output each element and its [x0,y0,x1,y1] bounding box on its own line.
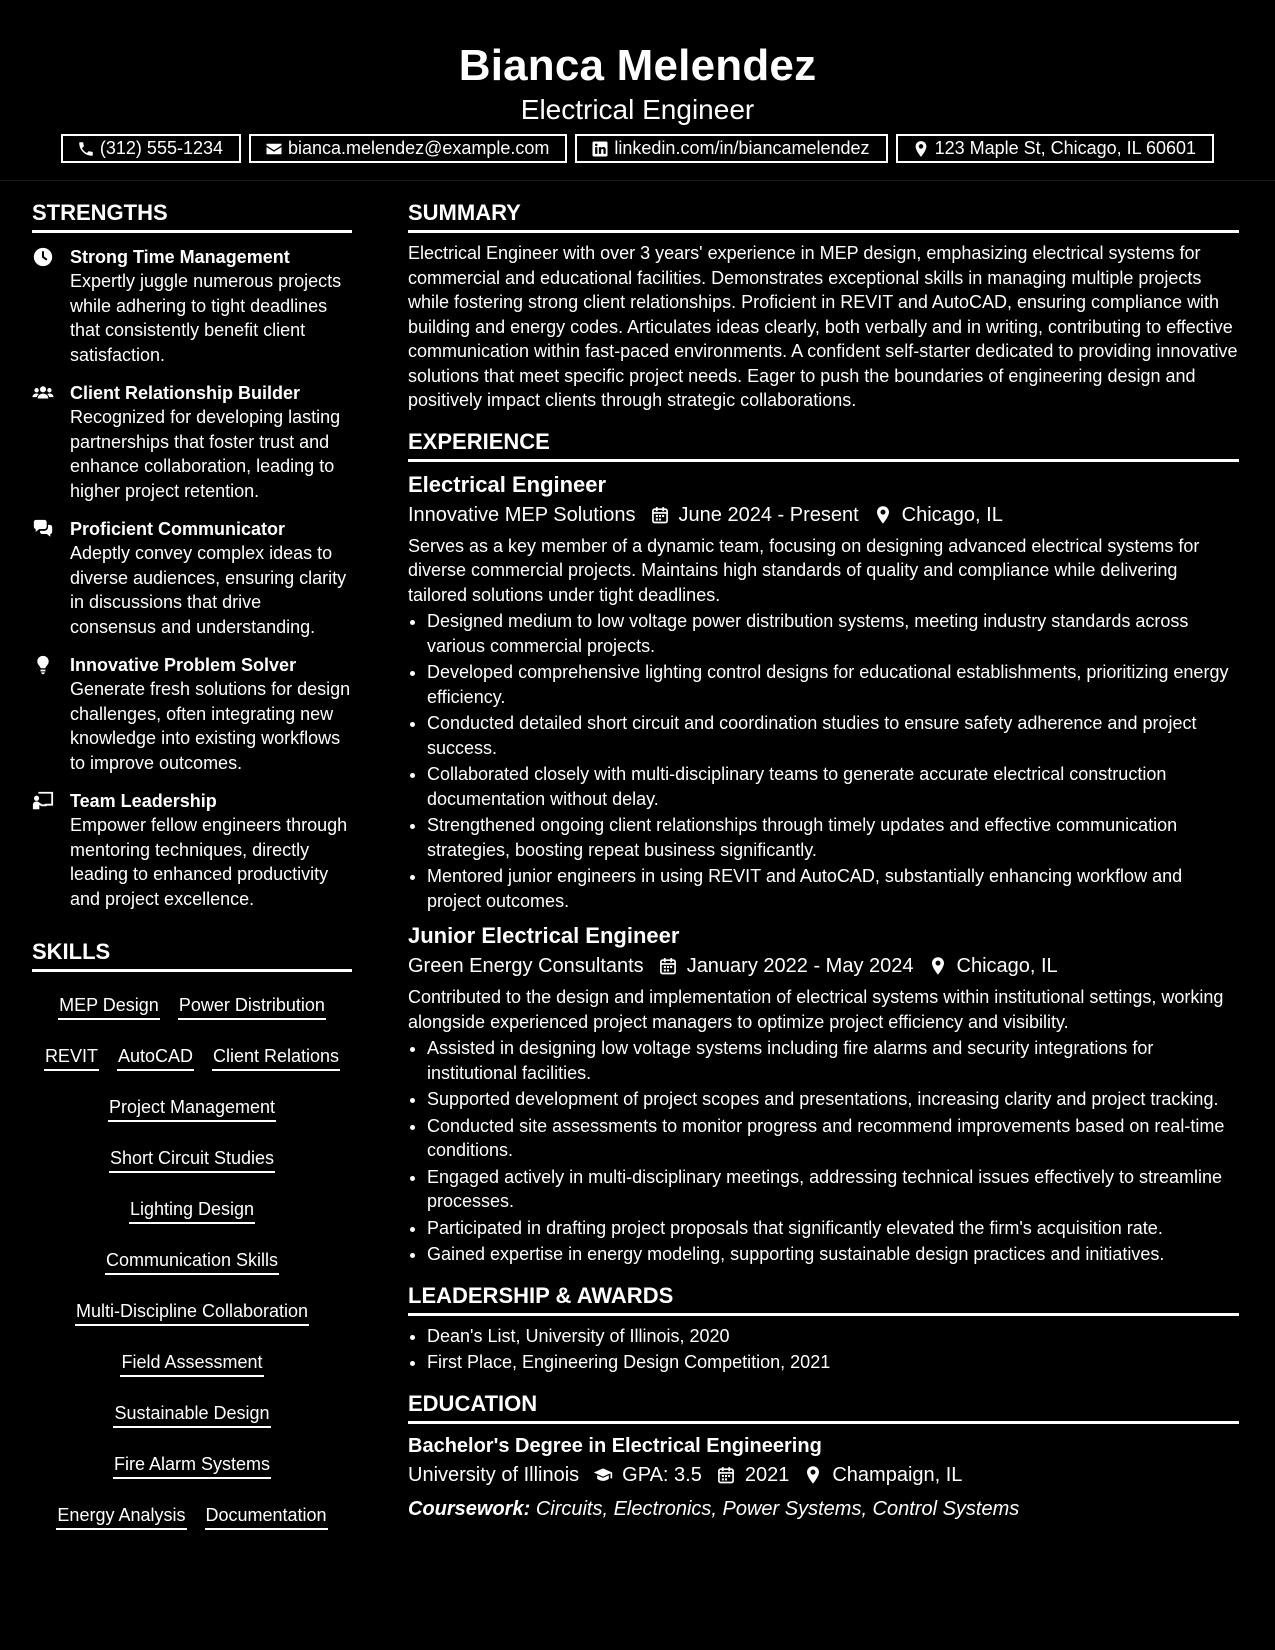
job-entry [408,470,1239,914]
job-meta [408,500,1239,530]
education-degree: Bachelor's Degree in Electrical Engineering [408,1434,822,1457]
phone-icon [77,140,95,158]
award-item: • Dean's List, University of Illinois, 2020 [427,1324,1239,1349]
map-marker-icon [803,1465,823,1485]
linkedin-icon [591,140,609,158]
job-location: Chicago, IL [956,955,1058,977]
strength-title: Client Relationship Builder [70,383,301,403]
contact-linkedin[interactable] [575,134,887,163]
map-marker-icon [912,140,930,158]
skills-heading: SKILLS [32,937,352,972]
strength-title: Innovative Problem Solver [70,655,297,675]
job-bullet: • Gained expertise in energy modeling, supporting sustainable design practices and initiatives. [427,1242,1239,1267]
job-bullets [408,609,1239,913]
candidate-role: Electrical Engineer [520,94,755,125]
job-description: Serves as a key member of a dynamic team, focusing on designing advanced electrical systems for diverse commercial projects. Maintains high standards of quality and compliance while delivering tailored solutions under tight deadlines. [408,535,1200,605]
experience-heading: EXPERIENCE [408,427,1239,462]
strength-description: Empower fellow engineers through mentoring techniques, directly leading to enhanced productivity and project excellence. [70,815,348,909]
skill-tag: AutoCAD [117,1045,194,1071]
education-heading: EDUCATION [408,1389,1239,1424]
job-bullet: • Engaged actively in multi-disciplinary meetings, addressing technical issues effectively to streamline processes. [427,1165,1239,1214]
job-bullet: • Assisted in designing low voltage systems including fire alarms and security integrations for institutional facilities. [427,1036,1239,1085]
strength-description: Generate fresh solutions for design challenges, often integrating new knowledge into existing workflows to improve outcomes. [70,679,351,773]
contact-phone-text: (312) 555-1234 [99,138,223,158]
award-item: • First Place, Engineering Design Competition, 2021 [427,1350,1239,1375]
strengths-heading: STRENGTHS [32,198,352,233]
coursework-list: Circuits, Electronics, Power Systems, Control Systems [535,1497,1020,1520]
calendar-icon [716,1465,736,1485]
skill-tag: REVIT [44,1045,99,1071]
skill-tag: Documentation [205,1504,328,1530]
chalkboard-teacher-icon [32,790,54,812]
skill-tag: Field Assessment [120,1351,263,1377]
job-bullet: • Mentored junior engineers in using REVIT and AutoCAD, substantially enhancing workflow and project outcomes. [427,864,1239,913]
strength-item [32,517,352,639]
strength-item [32,653,352,775]
job-bullet: • Participated in drafting project proposals that significantly elevated the firm's acquisition rate. [427,1216,1239,1241]
job-title: Junior Electrical Engineer [408,923,680,948]
strength-item [32,245,352,367]
education-year: 2021 [744,1463,790,1486]
skill-tag: Short Circuit Studies [109,1147,275,1173]
awards-list [408,1324,1239,1375]
right-column [408,198,1239,1524]
skill-tag: Lighting Design [129,1198,255,1224]
skill-tag: Project Management [108,1096,276,1122]
clock-icon [32,246,54,268]
resume-header [0,0,1275,181]
calendar-icon [658,956,678,976]
job-location: Chicago, IL [901,503,1003,526]
job-company: Innovative MEP Solutions [408,503,636,526]
contact-address-text: 123 Maple St, Chicago, IL 60601 [934,138,1197,158]
map-marker-icon [928,956,948,976]
job-bullet: • Strengthened ongoing client relationships through timely updates and effective communication strategies, boosting repeat business significantly. [427,813,1239,862]
job-bullet: • Conducted detailed short circuit and coordination studies to ensure safety adherence and project success. [427,711,1239,760]
education-meta [408,1460,1239,1490]
contact-email-text: bianca.melendez@example.com [288,138,550,158]
candidate-name: Bianca Melendez [458,41,817,90]
map-marker-icon [873,505,893,525]
contact-linkedin-text: linkedin.com/in/biancamelendez [614,138,870,158]
contact-email[interactable] [249,134,567,163]
skill-tag: Fire Alarm Systems [113,1453,271,1479]
contact-bar [0,134,1275,163]
strength-item [32,381,352,503]
strength-description: Adeptly convey complex ideas to diverse audiences, ensuring clarity in discussions that drive consensus and understanding. [70,543,347,637]
job-bullet: • Conducted site assessments to monitor progress and recommend improvements based on real-time conditions. [427,1114,1239,1163]
job-bullets [408,1036,1239,1267]
education-gpa: GPA: 3.5 [622,1463,702,1486]
job-meta [408,951,1239,981]
skill-tag: Multi-Discipline Collaboration [75,1300,309,1326]
strength-description: Expertly juggle numerous projects while adhering to tight deadlines that consistently benefit client satisfaction. [70,271,342,365]
contact-address[interactable] [896,134,1215,163]
job-company: Green Energy Consultants [408,955,644,977]
job-dates: January 2022 - May 2024 [686,955,914,977]
skill-tag: MEP Design [58,994,160,1020]
strength-description: Recognized for developing lasting partnerships that foster trust and enhance collaboration, leading to higher project retention. [70,407,341,501]
users-icon [32,382,54,404]
skills-list [32,986,352,1547]
summary-text: Electrical Engineer with over 3 years' experience in MEP design, emphasizing electrical systems for commercial and educational facilities. Demonstrates exceptional skills in managing multiple projects while fostering strong client relationships. Proficient in REVIT and AutoCAD, ensuring compliance with building and energy codes. Articulates ideas clearly, both verbally and in writing, contributing to effective communication within fast-paced environments. A confident self-starter dedicated to providing innovative solutions that meet specific project needs. Eager to push the boundaries of engineering design and positively impact clients through strategic collaborations. [408,243,1238,410]
strength-title: Proficient Communicator [70,519,286,539]
job-entry [408,921,1239,1267]
left-column [32,198,352,1547]
strength-title: Strong Time Management [70,247,290,267]
strength-title: Team Leadership [70,791,217,811]
calendar-icon [650,505,670,525]
summary-heading: SUMMARY [408,198,1239,233]
job-dates: June 2024 - Present [678,503,859,526]
education-school: University of Illinois [408,1463,580,1486]
contact-phone[interactable] [61,134,241,163]
skill-tag: Communication Skills [105,1249,279,1275]
strengths-list [32,245,352,911]
strength-item [32,789,352,911]
comments-icon [32,518,54,540]
job-bullet: • Supported development of project scopes and presentations, increasing clarity and project tracking. [427,1087,1239,1112]
envelope-icon [265,140,283,158]
job-title: Electrical Engineer [408,471,607,497]
job-bullet: • Collaborated closely with multi-disciplinary teams to generate accurate electrical construction documentation without delay. [427,762,1239,811]
skill-tag: Client Relations [212,1045,340,1071]
job-description: Contributed to the design and implementation of electrical systems within institutional settings, working alongside experienced project managers to optimize project efficiency and visibility. [408,987,1224,1032]
education-coursework [408,1494,1239,1524]
awards-heading: LEADERSHIP & AWARDS [408,1281,1239,1316]
skill-tag: Sustainable Design [113,1402,270,1428]
job-bullet: • Designed medium to low voltage power distribution systems, meeting industry standards across various commercial projects. [427,609,1239,658]
job-bullet: • Developed comprehensive lighting control designs for educational establishments, prioritizing energy efficiency. [427,660,1239,709]
education-location: Champaign, IL [832,1463,963,1486]
skill-tag: Energy Analysis [56,1504,186,1530]
coursework-label: Coursework: [408,1497,531,1520]
skill-tag: Power Distribution [178,994,326,1020]
lightbulb-icon [32,654,54,676]
graduation-cap-icon [593,1465,613,1485]
